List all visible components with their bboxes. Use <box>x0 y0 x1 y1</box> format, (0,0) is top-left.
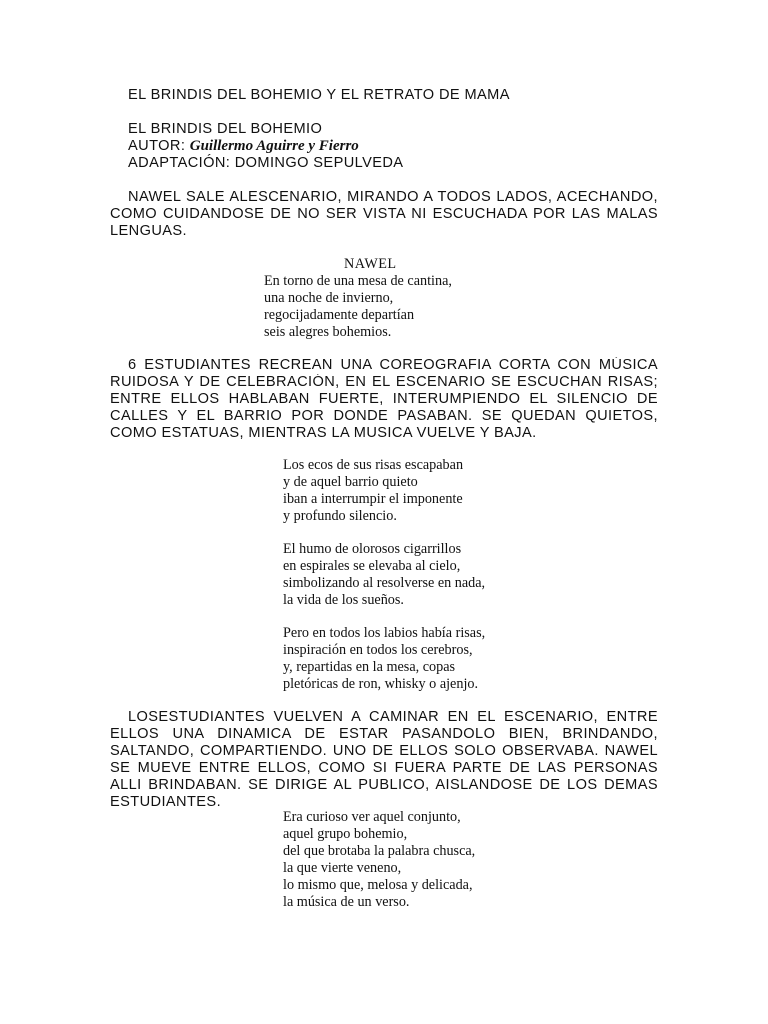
verse-line: aquel grupo bohemio, <box>283 826 408 842</box>
verse-line: El humo de olorosos cigarrillos <box>283 541 462 557</box>
verse-line: la que vierte veneno, <box>283 860 402 876</box>
stage-direction-line: NAWEL SALE ALESCENARIO, MIRANDO A TODOS LADOS, ACECHANDO, <box>128 189 658 205</box>
stage-direction-line: COMO CUIDANDOSE DE NO SER VISTA NI ESCUCHADA POR LAS MALAS <box>110 206 658 222</box>
stage-direction-line: ENTRE ELLOS HABLABAN FUERTE, INTERUMPIENDO EL SILENCIO DE <box>110 391 658 407</box>
verse-line: Pero en todos los labios había risas, <box>283 625 486 641</box>
stage-direction-line: ELLOS UNA DINAMICA DE ESTAR PASANDOLO BIEN, BRINDANDO, <box>110 726 658 742</box>
stanza-3 <box>283 541 485 609</box>
stage-direction-3 <box>110 709 658 811</box>
speaker-name: NAWEL <box>344 256 397 272</box>
stage-direction-line: LOSESTUDIANTES VUELVEN A CAMINAR EN EL ESCENARIO, ENTRE <box>128 709 658 725</box>
verse-line: en espirales se elevaba al cielo, <box>283 558 461 574</box>
author-label: AUTOR: <box>128 138 190 154</box>
stanza-4 <box>283 625 485 693</box>
stage-direction-line: COMO ESTATUAS, MIENTRAS LA MUSICA VUELVE Y BAJA. <box>110 425 537 441</box>
verse-line: lo mismo que, melosa y delicada, <box>283 877 473 893</box>
adaptation-line: ADAPTACIÓN: DOMINGO SEPULVEDA <box>128 155 404 171</box>
stanza-1 <box>264 273 452 341</box>
stage-direction-line: SE MUEVE ENTRE ELLOS, COMO SI FUERA PARTE DE LAS PERSONAS <box>110 760 658 776</box>
stanza-5 <box>283 809 475 911</box>
stage-direction-line: SALTANDO, COMPARTIENDO. UNO DE ELLOS SOLO OBSERVABA. NAWEL <box>110 743 658 759</box>
stanza-2 <box>283 457 463 525</box>
verse-line: regocijadamente departían <box>264 307 415 323</box>
stage-direction-1 <box>110 189 658 240</box>
verse-line: En torno de una mesa de cantina, <box>264 273 452 289</box>
stage-direction-line: CALLES Y EL BARRIO POR DONDE PASABAN. SE QUEDAN QUIETOS, <box>110 408 658 424</box>
verse-line: la música de un verso. <box>283 894 410 910</box>
verse-line: iban a interrumpir el imponente <box>283 491 463 507</box>
stage-direction-line: ESTUDIANTES. <box>110 794 222 810</box>
author-name: Guillermo Aguirre y Fierro <box>189 138 359 154</box>
verse-line: pletóricas de ron, whisky o ajenjo. <box>283 676 479 692</box>
stage-direction-line: RUIDOSA Y DE CELEBRACIÓN, EN EL ESCENARIO SE ESCUCHAN RISAS; <box>110 374 658 390</box>
verse-line: simbolizando al resolverse en nada, <box>283 575 486 591</box>
verse-line: Los ecos de sus risas escapaban <box>283 457 464 473</box>
verse-line: una noche de invierno, <box>264 290 394 306</box>
verse-line: la vida de los sueños. <box>283 592 404 608</box>
stage-direction-line: ALLI BRINDABAN. SE DIRIGE AL PUBLICO, AISLANDOSE DE LOS DEMAS <box>110 777 658 793</box>
verse-line: Era curioso ver aquel conjunto, <box>283 809 461 825</box>
verse-line: y de aquel barrio quieto <box>283 474 418 490</box>
work-subtitle: EL BRINDIS DEL BOHEMIO <box>128 121 323 137</box>
verse-line: y, repartidas en la mesa, copas <box>283 659 456 675</box>
verse-line: del que brotaba la palabra chusca, <box>283 843 476 859</box>
verse-line: seis alegres bohemios. <box>264 324 392 340</box>
document-title: EL BRINDIS DEL BOHEMIO Y EL RETRATO DE MAMA <box>128 87 510 103</box>
stage-direction-2 <box>110 357 658 442</box>
stage-direction-line: LENGUAS. <box>110 223 188 239</box>
verse-line: inspiración en todos los cerebros, <box>283 642 473 658</box>
verse-line: y profundo silencio. <box>283 508 397 524</box>
author-line <box>128 138 359 155</box>
stage-direction-line: 6 ESTUDIANTES RECREAN UNA COREOGRAFIA CORTA CON MÚSICA <box>128 357 658 373</box>
